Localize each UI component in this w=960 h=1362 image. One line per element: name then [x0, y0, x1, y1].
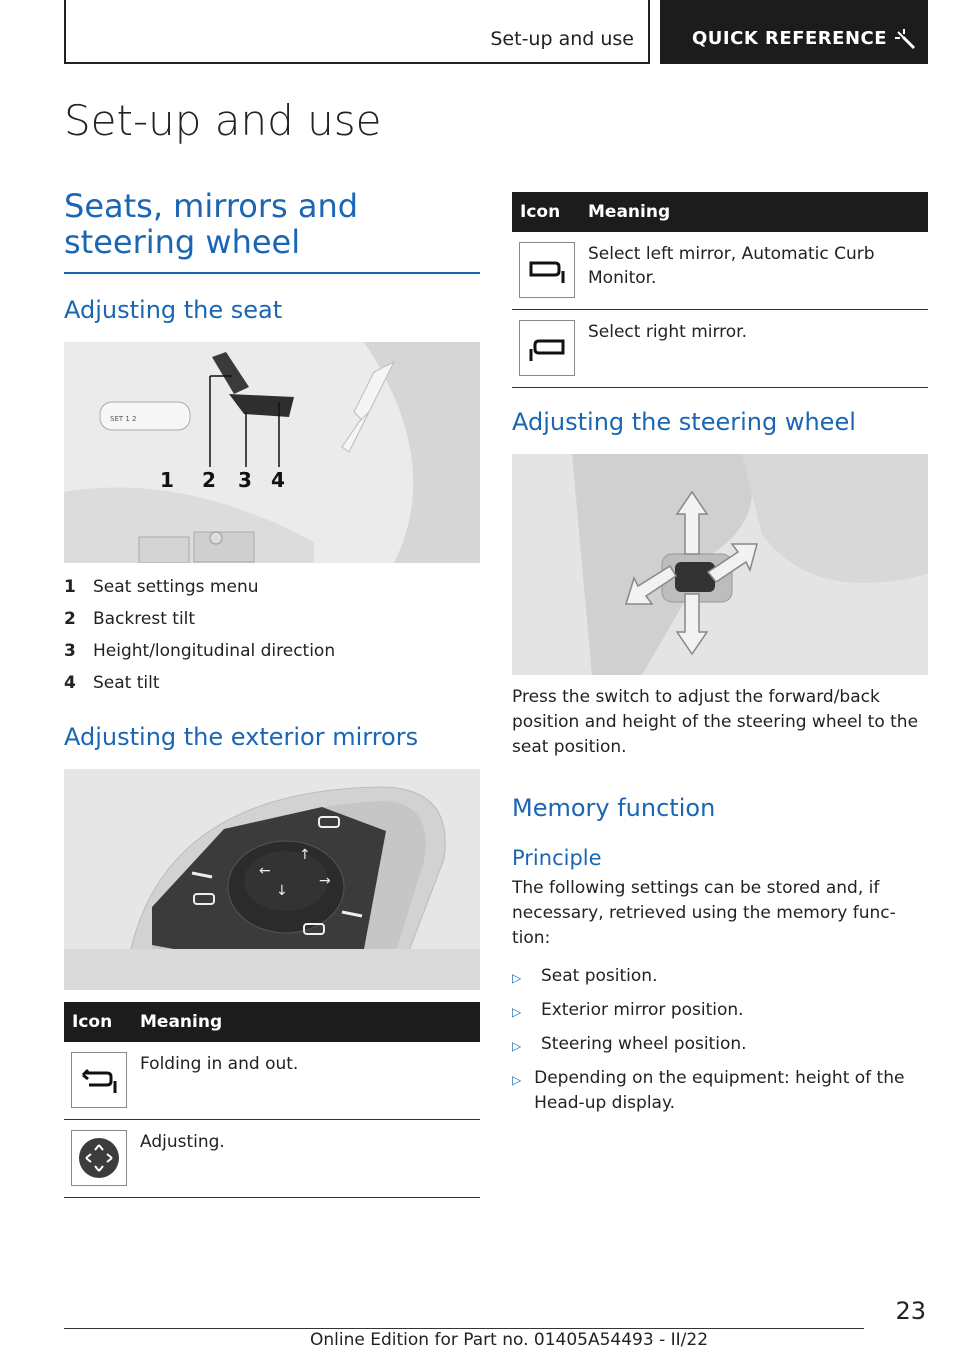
triangle-bullet-icon: ▷ [512, 1039, 522, 1053]
svg-text:→: → [319, 873, 331, 889]
callout-1: 1 [160, 468, 174, 492]
memory-bullets [512, 964, 928, 1116]
svg-text:←: ← [259, 863, 271, 879]
page-number: 23 [895, 1297, 926, 1325]
left-mirror-icon [519, 242, 575, 298]
icon-column-header: Icon [520, 202, 561, 222]
svg-text:SET 1 2: SET 1 2 [110, 415, 137, 423]
meaning-column-header: Meaning [140, 1012, 223, 1032]
mirror-controls-illustration [64, 769, 480, 990]
left-column [64, 188, 480, 1198]
mirrors-heading: Adjusting the exterior mirrors [64, 723, 419, 751]
seat-legend [64, 571, 480, 699]
right-column [512, 192, 928, 1123]
list-item: 2 Backrest tilt [64, 609, 196, 629]
memory-intro: The following settings can be stored and, if necessary, retrieved using the memory func‐ tion: [512, 878, 896, 948]
header-section-title: Set-up and use [490, 28, 634, 50]
table-row: Folding in and out. [64, 1042, 480, 1120]
list-item: ▷ Steering wheel position. [512, 1032, 928, 1059]
icon-column-header: Icon [72, 1012, 113, 1032]
table-row: Adjusting. [64, 1120, 480, 1198]
meaning-column-header: Meaning [588, 202, 671, 222]
svg-text:↑: ↑ [299, 847, 311, 863]
right-mirror-icon [519, 320, 575, 376]
principle-heading: Principle [512, 846, 602, 870]
callout-2: 2 [202, 468, 216, 492]
svg-text:↓: ↓ [276, 883, 288, 899]
list-item: 3 Height/longitudinal direction [64, 641, 336, 661]
quick-reference-icon [894, 28, 916, 54]
list-item: 4 Seat tilt [64, 673, 160, 693]
quick-reference-tab [660, 0, 928, 64]
table-header [512, 192, 928, 232]
quick-reference-label: QUICK REFERENCE [692, 28, 888, 49]
mirrors-table [64, 1002, 480, 1198]
footer-edition: Online Edition for Part no. 01405A54493 - II/22 [310, 1330, 709, 1350]
section-title: Seats, mirrors and steering wheel [64, 187, 359, 261]
triangle-bullet-icon: ▷ [512, 1073, 522, 1087]
table-row: Select left mirror, Automatic Curb Monitor. [512, 232, 928, 310]
triangle-bullet-icon: ▷ [512, 1005, 522, 1019]
steering-heading: Adjusting the steering wheel [512, 408, 856, 436]
list-item: ▷ Depending on the equipment: height of the Head-up display. [512, 1066, 928, 1116]
memory-heading: Memory function [512, 794, 716, 822]
section-divider [64, 272, 480, 274]
page-title: Set-up and use [64, 96, 382, 145]
table-row: Select right mirror. [512, 310, 928, 388]
steering-description: Press the switch to adjust the forward/back position and height of the steering wheel to the seat position. [512, 687, 919, 757]
table-header [64, 1002, 480, 1042]
list-item: ▷ Exterior mirror position. [512, 998, 928, 1025]
mirror-adjust-icon [71, 1130, 127, 1186]
callout-4: 4 [271, 468, 285, 492]
mirror-fold-icon [71, 1052, 127, 1108]
footer-divider [64, 1328, 864, 1329]
seat-controls-illustration [64, 342, 480, 563]
list-item: 1 Seat settings menu [64, 577, 259, 597]
list-item: ▷ Seat position. [512, 964, 928, 991]
mirror-select-table [512, 192, 928, 388]
callout-3: 3 [238, 468, 252, 492]
triangle-bullet-icon: ▷ [512, 971, 522, 985]
steering-switch-illustration [512, 454, 928, 675]
seat-heading: Adjusting the seat [64, 296, 283, 324]
